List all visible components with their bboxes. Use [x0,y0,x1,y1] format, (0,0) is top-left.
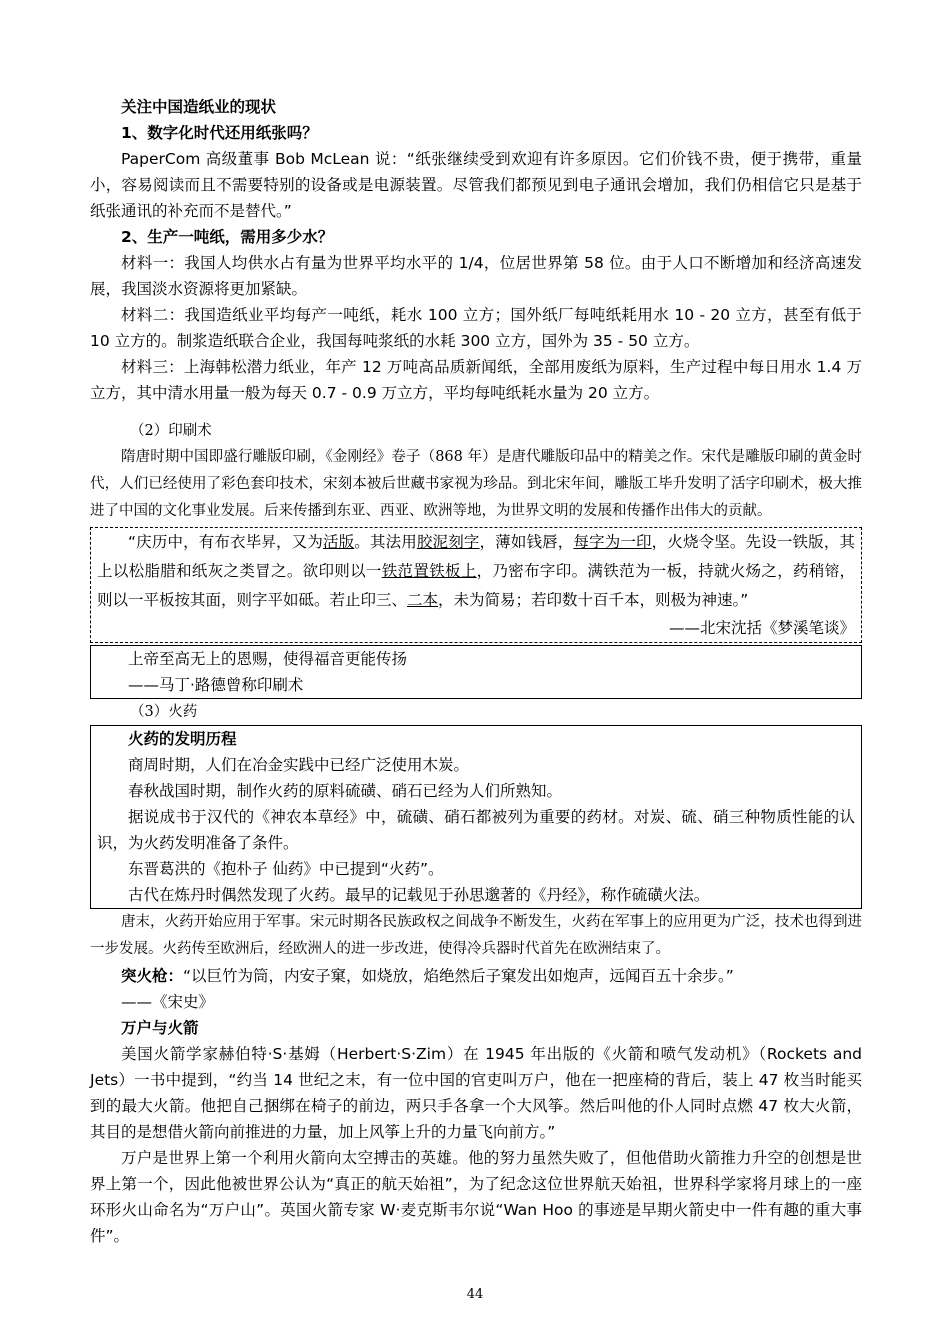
fire-lance-source: ——《宋史》 [121,993,215,1011]
printing-text: 隋唐时期中国即盛行雕版印刷，《金刚经》卷子（868 年）是唐代雕版印品中的精美之作。宋代是雕版印刷的黄金时代，人们已经使用了彩色套印技术，宋刻本被后世藏书家视为珍品。到北宋年间，雕版工毕升发明了活字印刷术，极大推进了中国的文化事业发展。后来传播到东亚、西亚、欧洲等地，为世界文明的发展和传播作出伟大的贡献。 [90,449,862,519]
gunpowder-heading: （3）火药 [130,704,198,720]
printing-quote-box [90,527,862,643]
material-2: 材料二：我国造纸业平均每产一吨纸，耗水 100 立方；国外纸厂每吨纸耗用水 10 - 20 立方，甚至有低于 10 立方的。制浆造纸联合企业，我国每吨浆纸的水耗 300 立方，国外为 35 - 50 立方。 [90,306,862,350]
gunpowder-line-5: 古代在炼丹时偶然发现了火药。最早的记载见于孙思邈著的《丹经》，称作硫磺火法。 [128,886,710,904]
printing-quote-source: ——北宋沈括《梦溪笔谈》 [668,619,855,637]
gunpowder-box-title: 火药的发明历程 [128,730,237,748]
wanhu-title: 万户与火箭 [121,1019,199,1037]
luther-quote-box [90,645,862,699]
section-title-paper: 关注中国造纸业的现状 [121,98,277,116]
material-3: 材料三：上海韩松潜力纸业，年产 12 万吨高品质新闻纸，全部用废纸为原料，生产过程中每日用水 1.4 万立方，其中清水用量一般为每天 0.7 - 0.9 万立方，平均每吨纸耗水量为 20 立方。 [90,358,862,402]
gunpowder-line-3: 据说成书于汉代的《神农本草经》中，硫磺、硝石都被列为重要的药材。对炭、硫、硝三种物质性能的认识，为火药发明准备了条件。 [97,808,855,852]
printing-quote: “庆历中，有布衣毕昇，又为活版。其法用胶泥刻字，薄如钱唇，每字为一印，火烧令坚。先设一铁版，其上以松脂腊和纸灰之类冒之。欲印则以一铁范置铁板上，乃密布字印。满铁范为一板，持就火炀之，药稍镕，则以一平板按其面，则字平如砥。若止印三、二本，未为简易；若印数十百千本，则极为神速。” [97,533,855,609]
question-1: 1、数字化时代还用纸张吗？ [121,124,318,142]
question-1-text: PaperCom 高级董事 Bob McLean 说：“纸张继续受到欢迎有许多原因。它们价钱不贵，便于携带，重量小，容易阅读而且不需要特别的设备或是电源装置。尽管我们都预见到电子通讯会增加，我们仍相信它只是基于纸张通讯的补充而不是替代。” [90,150,862,220]
gunpowder-after-text: 唐末，火药开始应用于军事。宋元时期各民族政权之间战争不断发生，火药在军事上的应用更为广泛，技术也得到进一步发展。火药传至欧洲后，经欧洲人的进一步改进，使得冷兵器时代首先在欧洲结束了。 [90,914,862,957]
gunpowder-history-box [90,725,862,909]
luther-source: ——马丁·路德曾称印刷术 [128,676,304,694]
material-1: 材料一：我国人均供水占有量为世界平均水平的 1/4，位居世界第 58 位。由于人口不断增加和经济高速发展，我国淡水资源将更加紧缺。 [90,254,862,298]
page-number: 44 [466,1287,484,1302]
wanhu-paragraph-1: 美国火箭学家赫伯特·S·基姆（Herbert·S·Zim）在 1945 年出版的《火箭和喷气发动机》（Rockets and Jets）一书中提到，“约当 14 世纪之末，有一位中国的官吏叫万户，他在一把座椅的背后，装上 47 枚当时能买到的最大火箭。他把自己捆绑在椅子的前边，两只手各拿一个大风筝。然后叫他的仆人同时点燃 47 枚大火箭，其目的是想借火箭向前推进的力量，加上风筝上升的力量飞向前方。” [90,1045,862,1141]
gunpowder-line-2: 春秋战国时期，制作火药的原料硫磺、硝石已经为人们所熟知。 [128,782,563,800]
printing-heading: （2）印刷术 [130,423,212,439]
wanhu-paragraph-2: 万户是世界上第一个利用火箭向太空搏击的英雄。他的努力虽然失败了，但他借助火箭推力升空的创想是世界上第一个，因此他被世界公认为“真正的航天始祖”，为了纪念这位世界航天始祖，世界科学家将月球上的一座环形火山命名为“万户山”。英国火箭专家 W·麦克斯韦尔说“Wan Hoo 的事迹是早期火箭史中一件有趣的重大事件”。 [90,1149,862,1245]
luther-quote: 上帝至高无上的恩赐，使得福音更能传扬 [128,650,408,668]
question-2: 2、生产一吨纸，需用多少水？ [121,228,334,246]
document-page [90,94,862,1249]
gunpowder-line-1: 商周时期，人们在冶金实践中已经广泛使用木炭。 [128,756,470,774]
gunpowder-line-4: 东晋葛洪的《抱朴子 仙药》中已提到“火药”。 [128,860,444,878]
fire-lance-quote: 突火枪：“以巨竹为筒，内安子窠，如烧放，焰绝然后子窠发出如炮声，远闻百五十余步。” [121,967,734,985]
